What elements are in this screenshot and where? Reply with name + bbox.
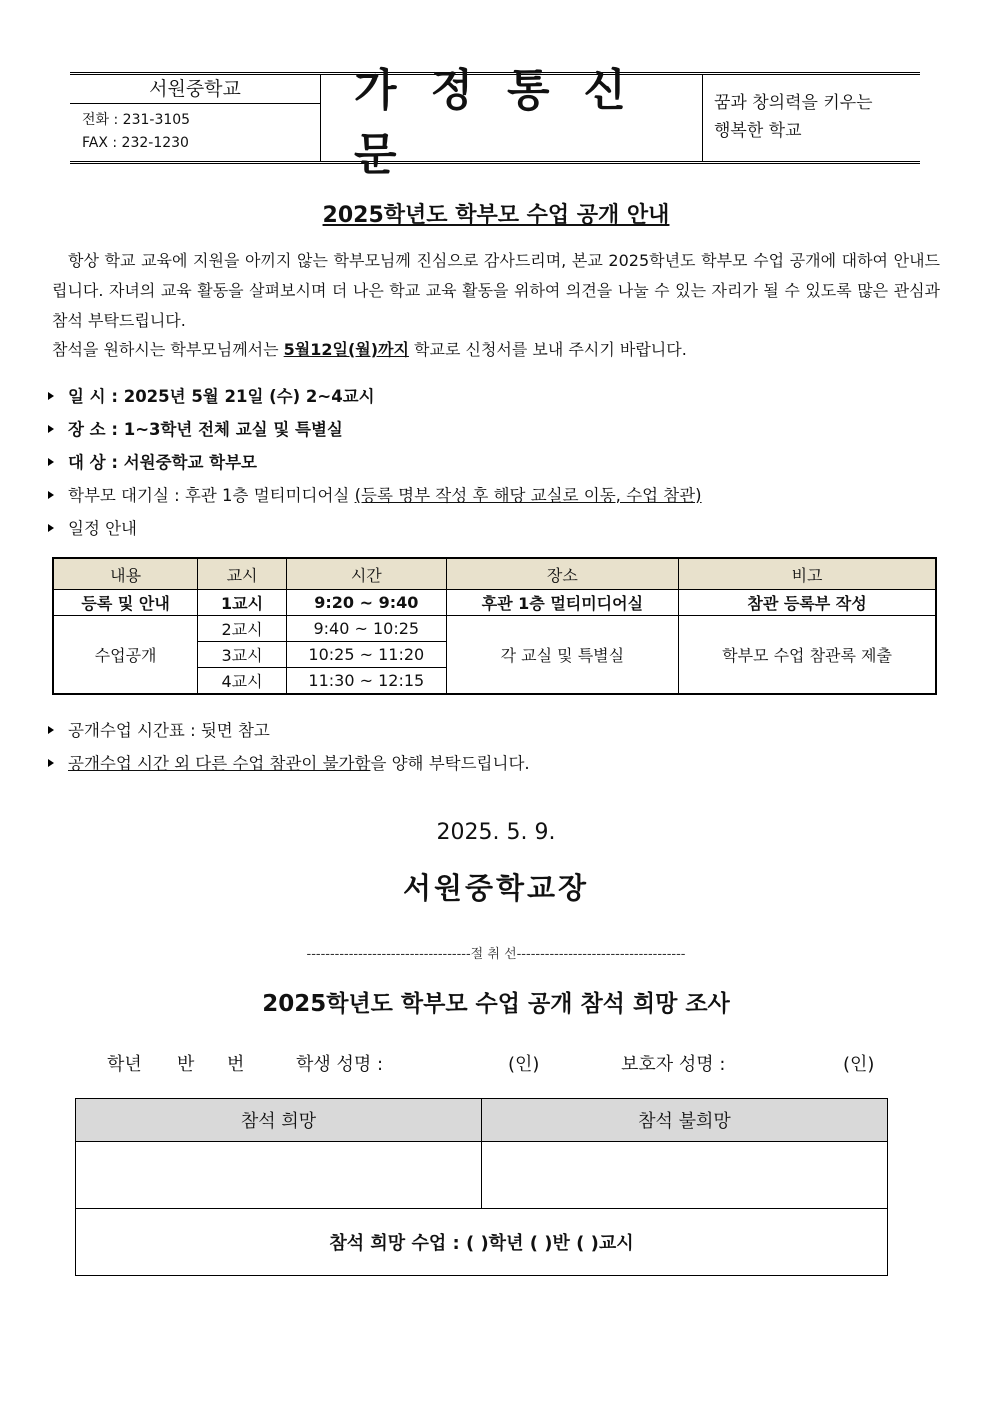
cell: 후관 1층 멀티미디어실 xyxy=(446,590,678,616)
cell: 10:25 ~ 11:20 xyxy=(286,642,446,668)
note-restriction xyxy=(48,752,530,776)
col-content: 내용 xyxy=(53,558,198,590)
guardian-name-label: 보호자 성명 : xyxy=(621,1054,726,1075)
student-seal: (인) xyxy=(508,1054,540,1075)
bullet-icon xyxy=(48,491,54,499)
col-place: 장소 xyxy=(446,558,678,590)
newsletter-header xyxy=(70,65,920,180)
cell: 수업공개 xyxy=(53,616,198,695)
table-row xyxy=(53,616,936,642)
col-time: 시간 xyxy=(286,558,446,590)
cell: 4교시 xyxy=(198,668,287,695)
deadline-date: 5월12일(월)까지 xyxy=(283,340,409,359)
note-restriction-underlined: 공개수업 시간 외 다른 수업 참관이 불가함 xyxy=(68,754,371,773)
waiting-room-text: 학부모 대기실 : 후관 1층 멀티미디어실 xyxy=(68,486,355,505)
class-label: 반 xyxy=(177,1054,195,1075)
slogan-box xyxy=(702,75,920,161)
survey-check-row xyxy=(76,1142,888,1209)
bullet-icon xyxy=(48,392,54,400)
not-attend-check-cell[interactable] xyxy=(482,1142,888,1209)
school-name: 서원중학교 xyxy=(70,75,320,104)
slogan-line-2: 행복한 학교 xyxy=(714,121,802,141)
deadline-pre: 참석을 원하시는 학부모님께서는 xyxy=(52,340,284,359)
principal-name: 서원중학교장 xyxy=(402,871,590,905)
table-row xyxy=(53,590,936,616)
cell: 11:30 ~ 12:15 xyxy=(286,668,446,695)
detail-date-text: 일 시 : 2025년 5월 21일 (수) 2~4교시 xyxy=(68,387,375,406)
issue-date: 2025. 5. 9. xyxy=(436,820,556,845)
intro-paragraph: 항상 학교 교육에 지원을 아끼지 않는 학부모님께 진심으로 감사드리며, 본교 2025학년도 학부모 수업 공개에 대하여 안내드립니다. 자녀의 교육 활동을 살펴보시며 더 나은 학교 교육 활동을 위하여 의견을 나눌 수 있는 자리가 될 수 있도록 많은 관심과 참석 부탁드립니다. xyxy=(52,251,940,330)
note-timetable xyxy=(48,719,270,743)
slogan xyxy=(714,89,873,145)
bullet-icon xyxy=(48,524,54,532)
guardian-seal: (인) xyxy=(843,1054,875,1075)
cut-line: -----------------------------------절 취 선------------------------------------ xyxy=(306,947,686,962)
detail-target xyxy=(48,451,257,475)
newsletter-title-box xyxy=(320,65,703,180)
survey-title: 2025학년도 학부모 수업 공개 참석 희망 조사 xyxy=(262,991,730,1017)
bullet-icon xyxy=(48,425,54,433)
col-note: 비고 xyxy=(679,558,936,590)
detail-date xyxy=(48,385,375,409)
schedule-label: 일정 안내 xyxy=(68,519,138,538)
deadline-paragraph xyxy=(52,335,940,365)
deadline-post: 학교로 신청서를 보내 주시기 바랍니다. xyxy=(408,340,687,359)
bullet-icon xyxy=(48,726,54,734)
detail-place-text: 장 소 : 1~3학년 전체 교실 및 특별실 xyxy=(68,420,343,439)
detail-place xyxy=(48,418,343,442)
cell: 9:20 ~ 9:40 xyxy=(286,590,446,616)
cell: 1교시 xyxy=(198,590,287,616)
school-info-box xyxy=(70,75,321,161)
newsletter-title: 가정통신문 xyxy=(354,65,661,180)
slogan-line-1: 꿈과 창의력을 키우는 xyxy=(714,93,873,113)
cell: 참관 등록부 작성 xyxy=(679,590,936,616)
student-name-label: 학생 성명 : xyxy=(296,1054,384,1075)
schedule-table xyxy=(52,557,937,695)
cell: 2교시 xyxy=(198,616,287,642)
bullet-icon xyxy=(48,458,54,466)
col-attend: 참석 희망 xyxy=(76,1099,482,1142)
grade-label: 학년 xyxy=(107,1054,142,1075)
desired-class-line[interactable]: 참석 희망 수업 : ( )학년 ( )반 ( )교시 xyxy=(76,1209,888,1276)
survey-header-row xyxy=(76,1099,888,1142)
cell: 학부모 수업 참관록 제출 xyxy=(679,616,936,695)
schedule-header-row xyxy=(53,558,936,590)
bullet-icon xyxy=(48,759,54,767)
notice-title: 2025학년도 학부모 수업 공개 안내 xyxy=(322,203,670,228)
detail-target-text: 대 상 : 서원중학교 학부모 xyxy=(68,453,257,472)
waiting-room-note: (등록 명부 작성 후 해당 교실로 이동, 수업 참관) xyxy=(354,486,702,505)
survey-class-row xyxy=(76,1209,888,1276)
fax-number: FAX : 232-1230 xyxy=(82,135,189,151)
phone-number: 전화 : 231-3105 xyxy=(82,112,191,128)
col-not-attend: 참석 불희망 xyxy=(482,1099,888,1142)
cell: 등록 및 안내 xyxy=(53,590,198,616)
detail-schedule xyxy=(48,517,137,541)
cell: 9:40 ~ 10:25 xyxy=(286,616,446,642)
col-period: 교시 xyxy=(198,558,287,590)
survey-table xyxy=(75,1098,888,1276)
cell: 각 교실 및 특별실 xyxy=(446,616,678,695)
attend-check-cell[interactable] xyxy=(76,1142,482,1209)
detail-waiting-room xyxy=(48,484,702,508)
note-timetable-text: 공개수업 시간표 : 뒷면 참고 xyxy=(68,721,270,740)
cell: 3교시 xyxy=(198,642,287,668)
note-restriction-rest: 을 양해 부탁드립니다. xyxy=(370,754,530,773)
number-label: 번 xyxy=(227,1054,245,1075)
